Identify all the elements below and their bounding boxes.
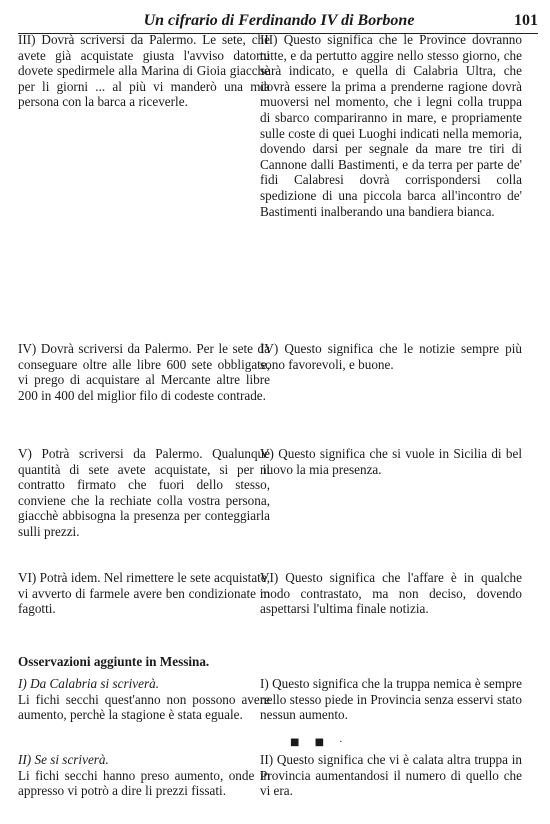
section-title: Osservazioni aggiunte in Messina.: [18, 654, 210, 669]
left-entry-i-head: I) Da Calabria si scriverà.: [18, 676, 160, 691]
right-entry-v: [260, 446, 522, 477]
left-entry-vi-text: VI) Potrà idem. Nel rimettere le sete acquistate, vi avverto di farmele avere ben condizionate in fagotti.: [18, 570, 270, 617]
right-entry-iii: [260, 32, 522, 219]
right-entry-i-text: I) Questo significa che la truppa nemica è sempre nello stesso piede in Provincia senza esservi stato nessun aumento.: [260, 676, 522, 723]
right-entry-ii: [260, 752, 522, 799]
right-entry-i: [260, 676, 522, 723]
left-entry-i: [18, 676, 270, 723]
running-header: [18, 10, 540, 34]
left-entry-vi: [18, 570, 270, 617]
left-entry-iii-text: III) Dovrà scriversi da Palermo. Le sete, che avete già acquistate giusta l'avviso datomi dovete spedirmele alla Marina di Gioia giacchè per li giorni ... al più vi manderò una mia persona con la barca a riceverle.: [18, 32, 270, 110]
left-entry-ii: [18, 752, 270, 799]
right-entry-iv: [260, 341, 522, 372]
left-entry-iv-text: IV) Dovrà scriversi da Palermo. Per le sete da conseguare oltre alle libre 600 sete obbligate, vi prego di acquistare al Mercante altre libre 200 in 400 del miglior filo di codeste contrade.: [18, 341, 270, 403]
right-entry-iv-text: IV) Questo significa che le notizie sempre più sono favorevoli, e buone.: [260, 341, 522, 372]
left-entry-iv: [18, 341, 270, 403]
ornament-dots: ■ ■ ·: [290, 737, 349, 748]
left-entry-v: [18, 446, 270, 540]
page-number: 101: [514, 12, 538, 29]
left-entry-ii-text: Li fichi secchi hanno preso aumento, onde in appresso vi potrò a dire li prezzi fissati.: [18, 767, 270, 799]
right-entry-vi: [260, 570, 522, 617]
left-entry-ii-head: II) Se si scriverà.: [18, 752, 109, 767]
right-entry-vi-text: VI) Questo significa che l'affare è in qualche modo contrastato, ma non deciso, dovendo aspettarsi l'ultima finale notizia.: [260, 570, 522, 617]
running-title: Un cifrario di Ferdinando IV di Borbone: [143, 12, 415, 29]
right-entry-ii-text: II) Questo significa che vi è calata altra truppa in Provincia aumentandosi il numero di quello che vi era.: [260, 752, 522, 799]
left-entry-i-text: Li fichi secchi quest'anno non possono avere aumento, perchè la stagione è stata eguale.: [18, 691, 270, 723]
left-entry-v-text: V) Potrà scriversi da Palermo. Qualunque quantità di sete avete acquistate, si per il contratto firmato che fuori dello stesso, conviene che la rechiate colla vostra persona, giacchè abbisogna la presenza per conteggiarla sulli prezzi.: [18, 446, 270, 539]
right-entry-iii-text: III) Questo significa che le Province dovranno tutte, e da pertutto aggire nello stesso giorno, che sarà indicato, e quella di Calabria Ultra, che dovrà essere la prima a prenderne ragione dovrà muoversi nel momento, che i legni colla truppa di sbarco compariranno in mare, e propriamente sulle coste di quei Luoghi indicati nella memoria, dovendo darsi per segnale da mare tre tiri di Cannone dalli Bastimenti, e da terra per parte de' fidi Calabresi dovrà corrispondersi colla spedizione di una piccola barca all'incontro de' Bastimenti inalberando una bandiera bianca.: [260, 32, 522, 219]
right-entry-v-text: V) Questo significa che si vuole in Sicilia di bel nuovo la mia presenza.: [260, 446, 522, 477]
left-entry-iii: [18, 32, 270, 110]
